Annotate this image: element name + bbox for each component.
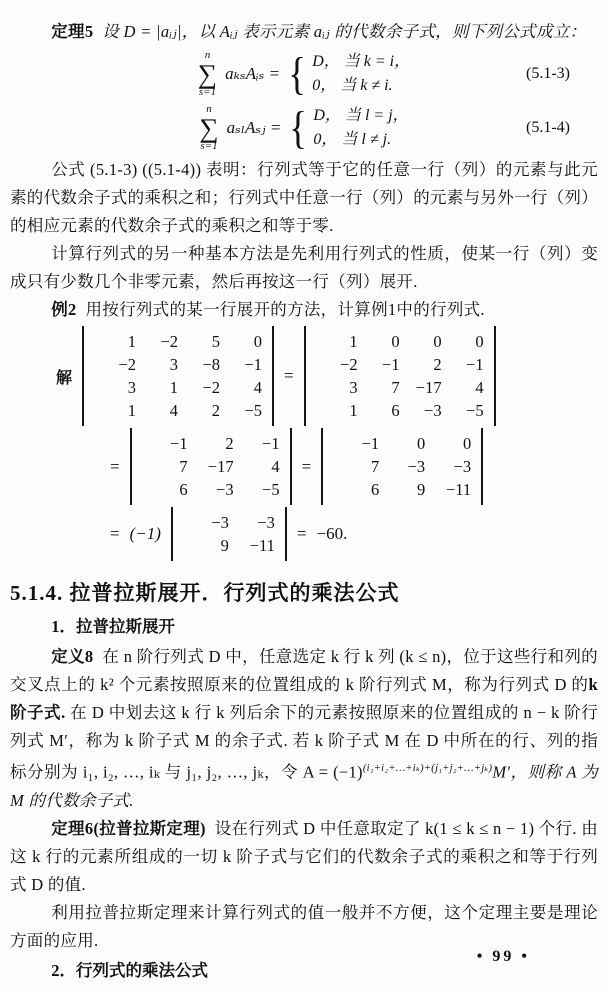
subheading-laplace-expansion: 1．拉普拉斯展开: [51, 617, 175, 636]
matrix-cell: −1: [262, 434, 280, 453]
matrix-cell: 4: [169, 401, 179, 420]
scalar-factor: (−1): [129, 524, 161, 543]
equals-sign: =: [284, 366, 294, 385]
matrix-cell: 1: [349, 332, 358, 351]
matrix-cell: −3: [407, 457, 426, 476]
matrix-cell: 2: [433, 355, 442, 374]
determinant-m3: [130, 428, 292, 505]
determinant-m4: [321, 428, 483, 505]
solution-row-1: [56, 326, 598, 426]
para-theorem5: [10, 18, 598, 46]
section-heading: 5.1.4. 拉普拉斯展开．行列式的乘法公式: [10, 581, 400, 605]
equals-sign: =: [110, 456, 120, 476]
matrix-cell: −1: [466, 355, 484, 374]
matrix-cell: −17: [207, 457, 234, 476]
matrix-cell: −11: [249, 536, 275, 555]
matrix-cell: −3: [216, 480, 234, 499]
definition8-text-1: 在 n 阶行列式 D 中，任意选定 k 行 k 列 (k ≤ n)，位于这些行和列的交叉点上的 k² 个元素按照原来的位置组成的 k 阶行列式 M，称为行列式 D 的: [10, 647, 598, 694]
sigma-icon: ∑: [197, 59, 218, 89]
definition8-label: 定义8: [51, 647, 94, 666]
cases-brace: {: [288, 48, 306, 99]
para-definition8: [10, 643, 598, 815]
matrix-cell: 3: [349, 378, 358, 397]
matrix-cell: −17: [415, 378, 442, 397]
matrix-cell: 6: [391, 401, 400, 420]
equation-5-1-3: [10, 48, 598, 100]
matrix-cell: −2: [202, 378, 221, 397]
matrix-cell: 1: [127, 332, 137, 351]
case-line-2: 0， 当 k ≠ i.: [312, 77, 393, 94]
matrix-cell: 4: [253, 378, 263, 397]
matrix-cell: 5: [211, 332, 221, 351]
definition8-text-3: M′，则称 A 为 M 的代数余子式.: [10, 762, 598, 810]
equation-cases: [312, 50, 410, 98]
matrix-cell: 0: [462, 434, 472, 453]
matrix-cell: 0: [253, 332, 263, 351]
matrix-cell: −1: [170, 434, 188, 453]
equation-term: aₖₛAᵢₛ =: [225, 64, 281, 83]
definition8-text-2: 在 D 中划去这 k 行 k 列后余下的元素按照原来的位置组成的 n − k 阶行列式 M′，称为 k 阶子式 M 的余子式. 若 k 阶子式 M 在 D 中所在的行、列的指标分别为 i₁, i₂, …, iₖ 与 j₁, j₂, …, jₖ，令 A = (−1): [10, 703, 598, 782]
matrix-cell: 2: [225, 434, 234, 453]
matrix-cell: 9: [220, 536, 229, 555]
summation-symbol: [198, 50, 217, 98]
sum-upper-limit: n: [206, 103, 212, 115]
theorem6-text: 设在行列式 D 中任意取定了 k(1 ≤ k ≤ n − 1) 个行. 由这 k 行的元素所组成的一切 k 阶子式与它们的代数余子式的乘积之和等于行列式 D 的值.: [10, 818, 599, 894]
matrix-cell: 7: [370, 457, 380, 476]
matrix-cell: 7: [179, 457, 188, 476]
equation-5-1-4: [10, 102, 598, 154]
sum-lower-limit: s=1: [200, 140, 218, 152]
equals-sign: =: [110, 524, 120, 543]
subheading-multiplication-formula: 2．行列式的乘法公式: [51, 960, 208, 980]
matrix-cell: 1: [169, 378, 179, 397]
theorem6-label: 定理6(拉普拉斯定理): [51, 818, 206, 838]
determinant-m1: [82, 326, 274, 426]
determinant-m5: [171, 507, 287, 561]
matrix-cell: −3: [424, 401, 442, 420]
matrix-cell: −8: [202, 355, 221, 374]
equals-sign: =: [296, 524, 307, 543]
matrix-cell: −2: [160, 332, 179, 351]
theorem5-label: 定理5: [51, 22, 94, 41]
matrix-cell: −5: [244, 401, 263, 420]
matrix-cell: −2: [118, 355, 137, 374]
matrix-cell: 1: [127, 401, 137, 420]
matrix-cell: 2: [211, 401, 221, 420]
matrix-cell: 9: [416, 480, 426, 499]
solution-row-3: [110, 507, 598, 561]
matrix-cell: −3: [257, 513, 275, 532]
matrix-cell: −1: [244, 355, 263, 374]
equals-sign: =: [301, 456, 312, 476]
matrix-cell: −2: [340, 355, 358, 374]
result-value: −60.: [316, 524, 348, 543]
solution-label: 解: [56, 369, 73, 387]
matrix-cell: −1: [382, 355, 400, 374]
case-line-1: D， 当 k = i，: [312, 53, 411, 70]
matrix-cell: 4: [271, 457, 280, 476]
matrix-cell: 3: [169, 355, 179, 374]
matrix-cell: −5: [466, 401, 484, 420]
example2-label: 例2: [51, 300, 77, 319]
matrix-cell: 7: [391, 378, 400, 397]
matrix-cell: 3: [127, 378, 137, 397]
equation-tag: (5.1-4): [526, 119, 570, 136]
matrix-cell: −3: [211, 513, 229, 532]
para-formula-note: 公式 (5.1-3) ((5.1-4)) 表明：行列式等于它的任意一行（列）的元素与此元素的代数余子式的乘积之和；行列式中任意一行（列）的元素与另外一行（列）的相应元素的代数余子式的乘积之和等于零.: [10, 160, 598, 235]
definition8-exponent: (i₁+i₂+…+iₖ)+(j₁+j₂+…+jₖ): [362, 763, 493, 774]
summation-symbol: [199, 104, 218, 152]
matrix-cell: 6: [370, 480, 380, 499]
matrix-cell: 0: [416, 434, 426, 453]
sum-lower-limit: s=1: [198, 86, 217, 98]
para-example2: [10, 296, 598, 324]
cases-brace: {: [289, 102, 308, 153]
matrix-cell: −11: [445, 480, 472, 499]
matrix-cell: 6: [179, 480, 188, 499]
matrix-cell: 0: [475, 332, 484, 351]
matrix-cell: −5: [262, 480, 280, 499]
para-laplace-note: 利用拉普拉斯定理来计算行列式的值一般并不方便，这个定理主要是理论方面的应用.: [10, 902, 598, 950]
matrix-cell: −3: [453, 457, 472, 476]
equation-cases: [313, 104, 408, 152]
sum-upper-limit: n: [204, 49, 211, 61]
case-line-2: 0， 当 l ≠ j.: [313, 131, 392, 148]
solution-row-2: [110, 428, 598, 505]
matrix-cell: 4: [475, 378, 484, 397]
definition8-bold-term: k 阶子式.: [10, 675, 598, 722]
matrix-cell: −1: [361, 434, 380, 453]
equation-term: aₛₗAₛⱼ =: [226, 118, 282, 137]
matrix-cell: 0: [433, 332, 442, 351]
matrix-cell: 0: [391, 332, 400, 351]
equation-tag: (5.1-3): [526, 65, 570, 82]
theorem5-text: 设 D = |aᵢⱼ|，以 Aᵢⱼ 表示元素 aᵢⱼ 的代数余子式，则下列公式成立：: [102, 22, 587, 41]
sigma-icon: ∑: [199, 113, 219, 143]
para-theorem6: [10, 815, 598, 899]
page-number: • 99 •: [476, 948, 530, 965]
matrix-cell: 1: [349, 401, 358, 420]
para-method: 计算行列式的另一种基本方法是先利用行列式的性质，使某一行（列）变成只有少数几个非零元素，然后再按这一行（列）展开.: [10, 244, 598, 291]
example2-text: 用按行列式的某一行展开的方法，计算例1中的行列式.: [85, 300, 485, 319]
case-line-1: D， 当 l = j，: [313, 107, 409, 124]
determinant-m2: [304, 326, 496, 426]
